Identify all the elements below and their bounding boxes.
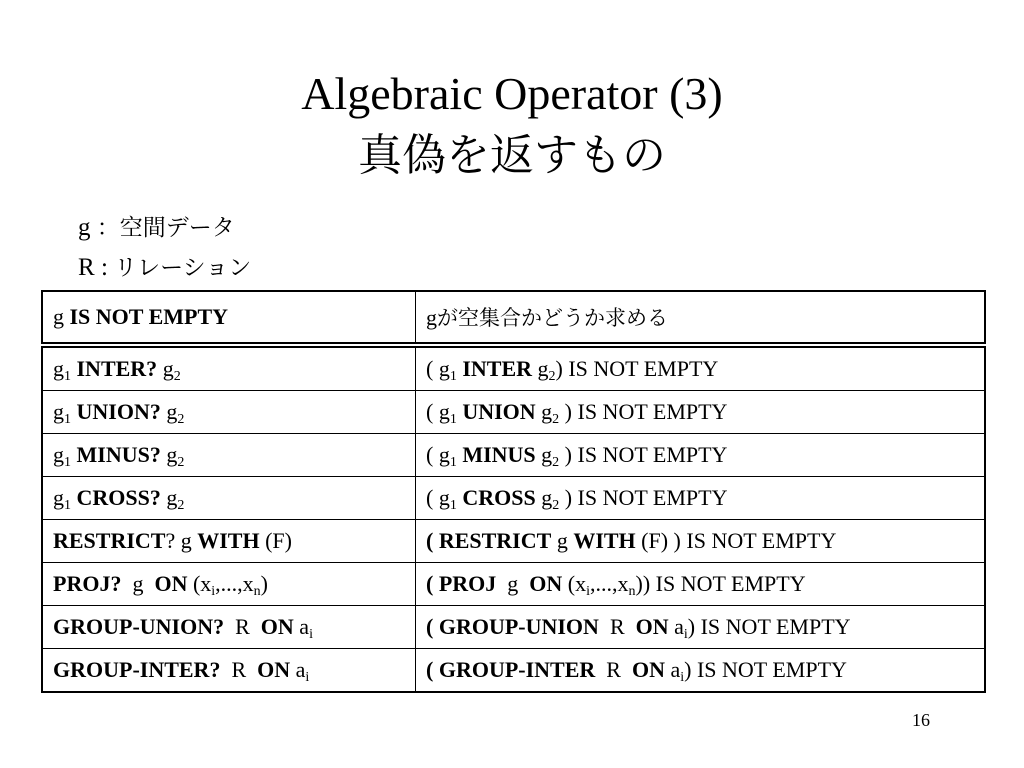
legend-r-separator: : [100,254,108,281]
cell-inter-right: ( $g_1$ INTER $g_2$) IS NOT EMPTY [416,345,986,391]
header-op: IS NOT EMPTY [69,304,229,329]
slide-title: Algebraic Operator (3) [301,68,723,119]
cell-restrict-right: ( RESTRICT g WITH (F) ) IS NOT EMPTY [416,520,986,563]
legend-r-symbol: R [78,254,95,281]
header-left-cell [42,291,416,345]
header-right-cell [416,291,986,345]
table-row-union [42,391,985,434]
table-row-restrict [42,520,985,563]
cell-minus-right: ( $g_1$ MINUS $g_2$ ) IS NOT EMPTY [416,434,986,477]
table-row-minus [42,434,985,477]
legend [78,208,251,288]
header-g: g [53,304,64,329]
cell-proj-left: PROJ? g ON $(x_i,...,x_n)$ [42,563,416,606]
table-row-inter [42,345,985,391]
cell-group-inter-right: ( GROUP-INTER R ON $a_i$) IS NOT EMPTY [416,649,986,693]
legend-r-desc: リレーション [114,255,252,281]
cell-union-left: $g_1$ UNION? $g_2$ [42,391,416,434]
header-right-g: g [426,305,437,330]
slide-subtitle: 真偽を返すもの [358,130,666,181]
cell-group-union-left: GROUP-UNION? R ON $a_i$ [42,606,416,649]
legend-g-desc: 空間データ [119,215,235,241]
header-right-desc: が空集合かどうか求める [437,306,668,330]
table-row-group-inter [42,649,985,693]
table-header-row [42,291,985,345]
cell-group-inter-left: GROUP-INTER? R ON $a_i$ [42,649,416,693]
legend-r [78,248,251,288]
cell-cross-right: ( $g_1$ CROSS $g_2$ ) IS NOT EMPTY [416,477,986,520]
cell-restrict-left: RESTRICT? g WITH (F) [42,520,416,563]
legend-g-separator: ： [96,215,120,241]
legend-g [78,208,251,248]
legend-g-symbol: g [78,214,91,241]
operator-table [41,290,986,693]
table-row-cross [42,477,985,520]
table-row-proj [42,563,985,606]
cell-proj-right: ( PROJ g ON $(x_i,...,x_n)$) IS NOT EMPTY [416,563,986,606]
page-number: 16 [912,710,930,730]
cell-cross-left: $g_1$ CROSS? $g_2$ [42,477,416,520]
table-row-group-union [42,606,985,649]
cell-inter-left: $g_1$ INTER? $g_2$ [42,345,416,391]
cell-group-union-right: ( GROUP-UNION R ON $a_i$) IS NOT EMPTY [416,606,986,649]
cell-union-right: ( $g_1$ UNION $g_2$ ) IS NOT EMPTY [416,391,986,434]
cell-minus-left: $g_1$ MINUS? $g_2$ [42,434,416,477]
